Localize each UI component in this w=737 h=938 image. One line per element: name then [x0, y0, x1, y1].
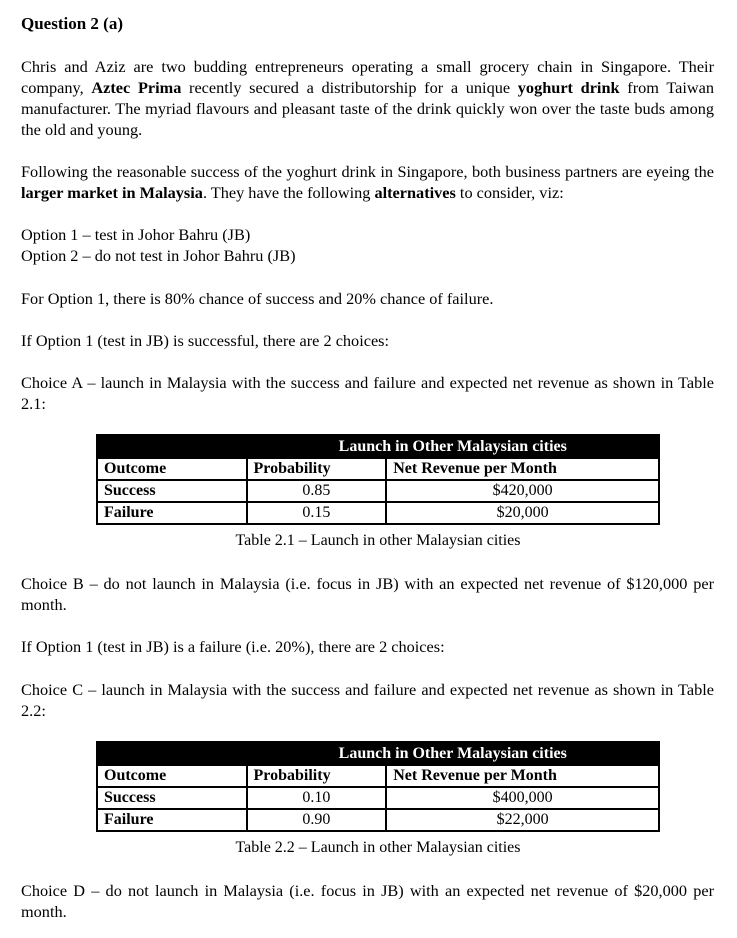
- option-1: Option 1 – test in Johor Bahru (JB): [21, 225, 251, 244]
- option-2: Option 2 – do not test in Johor Bahru (JB): [21, 246, 296, 265]
- header-net-revenue: Net Revenue per Month: [386, 458, 659, 480]
- table-2-2: [96, 741, 660, 832]
- table-title: Launch in Other Malaysian cities: [247, 742, 659, 765]
- option-1-success-choices: If Option 1 (test in JB) is successful, there are 2 choices:: [21, 331, 390, 350]
- table-title-row: [97, 742, 659, 765]
- header-probability: Probability: [247, 458, 387, 480]
- choice-a: Choice A – launch in Malaysia with the success and failure and expected net revenue as shown in Table 2.1:: [21, 373, 714, 413]
- table-2-1: [96, 434, 660, 525]
- header-outcome: Outcome: [97, 765, 247, 787]
- table-row: Failure 0.15 $20,000: [97, 502, 659, 524]
- table-header-row: [97, 458, 659, 480]
- company-name: Aztec Prima: [91, 78, 182, 97]
- header-probability: Probability: [247, 765, 387, 787]
- table-header-row: [97, 765, 659, 787]
- table-title-row: [97, 435, 659, 458]
- option-1-failure-choices: If Option 1 (test in JB) is a failure (i.e. 20%), there are 2 choices:: [21, 637, 445, 656]
- choice-d: Choice D – do not launch in Malaysia (i.e. focus in JB) with an expected net revenue of $20,000 per month.: [21, 881, 714, 921]
- header-net-revenue: Net Revenue per Month: [386, 765, 659, 787]
- choice-b: Choice B – do not launch in Malaysia (i.e. focus in JB) with an expected net revenue of $120,000 per month.: [21, 574, 714, 614]
- product-name: yoghurt drink: [517, 78, 620, 97]
- option-1-chance: For Option 1, there is 80% chance of success and 20% chance of failure.: [21, 289, 494, 308]
- market-paragraph: Following the reasonable success of the yoghurt drink in Singapore, both business partners are eyeing the larger market in Malaysia. They have the following alternatives to consider, viz:: [21, 162, 714, 202]
- table-2-2-caption: Table 2.2 – Launch in other Malaysian cities: [235, 839, 521, 856]
- table-row: Success 0.10 $400,000: [97, 787, 659, 809]
- intro-paragraph: Chris and Aziz are two budding entrepreneurs operating a small grocery chain in Singapore. Their company, Aztec Prima recently secured a distributorship for a unique yoghurt drink from Taiwan manufacturer. The myriad flavours and pleasant taste of the drink quickly won over the taste buds among the old and young.: [21, 57, 715, 139]
- market-emphasis: larger market in Malaysia: [21, 183, 203, 202]
- table-row: Success 0.85 $420,000: [97, 480, 659, 502]
- question-heading: Question 2 (a): [21, 14, 123, 33]
- choice-c: Choice C – launch in Malaysia with the success and failure and expected net revenue as shown in Table 2.2:: [21, 680, 714, 720]
- header-outcome: Outcome: [97, 458, 247, 480]
- table-2-1-caption: Table 2.1 – Launch in other Malaysian cities: [235, 532, 521, 549]
- table-title: Launch in Other Malaysian cities: [247, 435, 659, 458]
- table-row: Failure 0.90 $22,000: [97, 809, 659, 831]
- alternatives-emphasis: alternatives: [374, 183, 456, 202]
